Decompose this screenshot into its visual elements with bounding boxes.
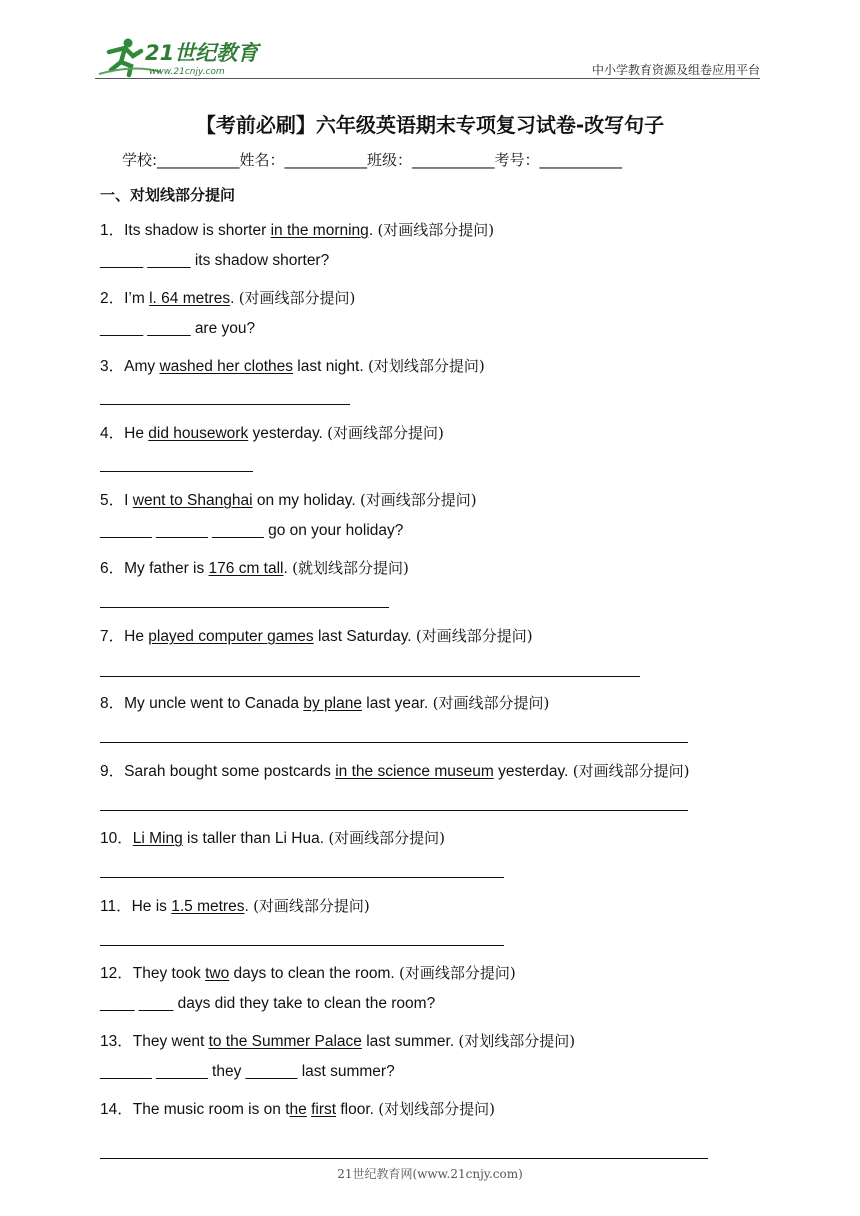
question-10 — [100, 826, 445, 848]
instruction-note: (对划线部分提问) — [367, 357, 485, 375]
question-text: last Saturday. — [313, 628, 416, 645]
header-divider — [95, 78, 760, 79]
instruction-note: (对画线部分提问) — [253, 897, 370, 915]
instruction-note: (对画线部分提问) — [328, 829, 446, 847]
question-number: 12． — [100, 965, 133, 982]
underlined-part: went to Shanghai — [132, 492, 253, 509]
question-text: My father is — [124, 560, 209, 577]
underlined-part: by plane — [303, 695, 362, 712]
answer-line-10[interactable] — [100, 877, 504, 878]
underlined-part: washed her clothes — [159, 358, 293, 375]
underlined-part: first — [311, 1101, 337, 1118]
question-text: . — [230, 290, 239, 307]
question-text: They went — [132, 1033, 209, 1050]
question-text: He is — [131, 898, 172, 915]
question-text: I’m — [124, 290, 150, 307]
answer-template-1[interactable]: _____ _____ its shadow shorter? — [100, 252, 330, 269]
question-number: 5． — [100, 492, 125, 509]
instruction-note: (对划线部分提问) — [458, 1032, 576, 1050]
question-number: 4． — [100, 425, 125, 442]
question-text: yesterday. — [248, 425, 328, 442]
logo — [95, 34, 265, 78]
question-text: floor. — [336, 1101, 379, 1118]
instruction-note: (就划线部分提问) — [292, 559, 409, 577]
page-title: 【考前必刷】六年级英语期末专项复习试卷-改写句子 — [195, 113, 665, 137]
header-platform-text: 中小学教育资源及组卷应用平台 — [591, 63, 760, 77]
question-8 — [100, 691, 549, 713]
question-11 — [100, 894, 370, 916]
question-1 — [100, 218, 494, 240]
question-text: last summer. — [361, 1033, 459, 1050]
question-number: 10． — [100, 830, 133, 847]
question-3 — [100, 354, 485, 376]
question-number: 14． — [100, 1101, 133, 1118]
answer-line-6[interactable] — [100, 607, 389, 608]
question-12 — [100, 961, 516, 983]
answer-template-13[interactable]: ______ ______ they ______ last summer? — [100, 1063, 395, 1080]
instruction-note: (对画线部分提问) — [572, 762, 690, 780]
question-2 — [100, 286, 355, 308]
question-text: He — [124, 425, 149, 442]
underlined-part: Li Ming — [132, 830, 183, 847]
instruction-note: (对画线部分提问) — [415, 627, 533, 645]
page-header — [95, 34, 760, 80]
question-14 — [100, 1097, 495, 1119]
question-text: They took — [132, 965, 206, 982]
question-number: 11． — [100, 898, 132, 915]
underlined-part: in the morning — [270, 222, 369, 239]
logo-text: 21世纪教育 — [145, 41, 259, 65]
question-number: 1． — [100, 222, 125, 239]
answer-line-4[interactable] — [100, 471, 253, 472]
question-text: is taller than Li Hua. — [182, 830, 329, 847]
question-5 — [100, 488, 477, 510]
question-number: 6． — [100, 560, 125, 577]
question-6 — [100, 556, 409, 578]
question-number: 3． — [100, 358, 125, 375]
instruction-note: (对画线部分提问) — [398, 964, 516, 982]
instruction-note: (对画线部分提问) — [359, 491, 477, 509]
section-heading: 一、对划线部分提问 — [100, 186, 236, 204]
question-number: 13． — [100, 1033, 133, 1050]
question-number: 7． — [100, 628, 125, 645]
underlined-part: 1.5 metres — [171, 898, 245, 915]
answer-template-2[interactable]: _____ _____ are you? — [100, 320, 256, 337]
answer-line-9[interactable] — [100, 810, 688, 811]
instruction-note: (对划线部分提问) — [378, 1100, 495, 1118]
instruction-note: (对画线部分提问) — [377, 221, 495, 239]
underlined-part: played computer games — [148, 628, 314, 645]
question-text: yesterday. — [493, 763, 573, 780]
underlined-part: l. 64 metres — [149, 290, 231, 307]
answer-line-8[interactable] — [100, 742, 688, 743]
question-text: Sarah bought some postcards — [124, 763, 336, 780]
question-text: Amy — [124, 358, 160, 375]
answer-line-7[interactable] — [100, 676, 640, 677]
underlined-part: 176 cm tall — [208, 560, 284, 577]
question-number: 9． — [100, 763, 125, 780]
logo-url: www.21cnjy.com — [149, 67, 225, 77]
question-number: 8． — [100, 695, 125, 712]
question-text: I — [124, 492, 133, 509]
instruction-note: (对画线部分提问) — [327, 424, 444, 442]
question-text: last night. — [293, 358, 368, 375]
answer-template-5[interactable]: ______ ______ ______ go on your holiday? — [100, 522, 404, 539]
underlined-part: two — [205, 965, 230, 982]
question-4 — [100, 421, 444, 443]
underlined-part: to the Summer Palace — [208, 1033, 362, 1050]
question-text: He — [124, 628, 149, 645]
question-text: . — [368, 222, 378, 239]
answer-template-12[interactable]: ____ ____ days did they take to clean the room? — [100, 995, 436, 1012]
question-text: on my holiday. — [252, 492, 360, 509]
underlined-part: in the science museum — [335, 763, 494, 780]
question-text: Its shadow is shorter — [124, 222, 271, 239]
underlined-part: did housework — [148, 425, 249, 442]
answer-line-3[interactable] — [100, 404, 350, 405]
page-footer: 21世纪教育网(www.21cnjy.com) — [337, 1167, 523, 1181]
answer-line-14[interactable] — [100, 1158, 708, 1159]
underlined-part: he — [289, 1101, 307, 1118]
instruction-note: (对画线部分提问) — [238, 289, 356, 307]
question-text: last year. — [361, 695, 433, 712]
question-number: 2． — [100, 290, 125, 307]
answer-line-11[interactable] — [100, 945, 504, 946]
question-13 — [100, 1029, 575, 1051]
question-text: The music room is on t — [132, 1101, 290, 1118]
instruction-note: (对画线部分提问) — [432, 694, 550, 712]
question-7 — [100, 624, 533, 646]
question-text: . — [244, 898, 254, 915]
question-9 — [100, 759, 689, 781]
question-text: days to clean the room. — [229, 965, 399, 982]
student-info-line: 学校:___________姓名：___________班级：___________考号：___________ — [122, 151, 623, 169]
question-text: . — [283, 560, 293, 577]
question-text: My uncle went to Canada — [124, 695, 304, 712]
